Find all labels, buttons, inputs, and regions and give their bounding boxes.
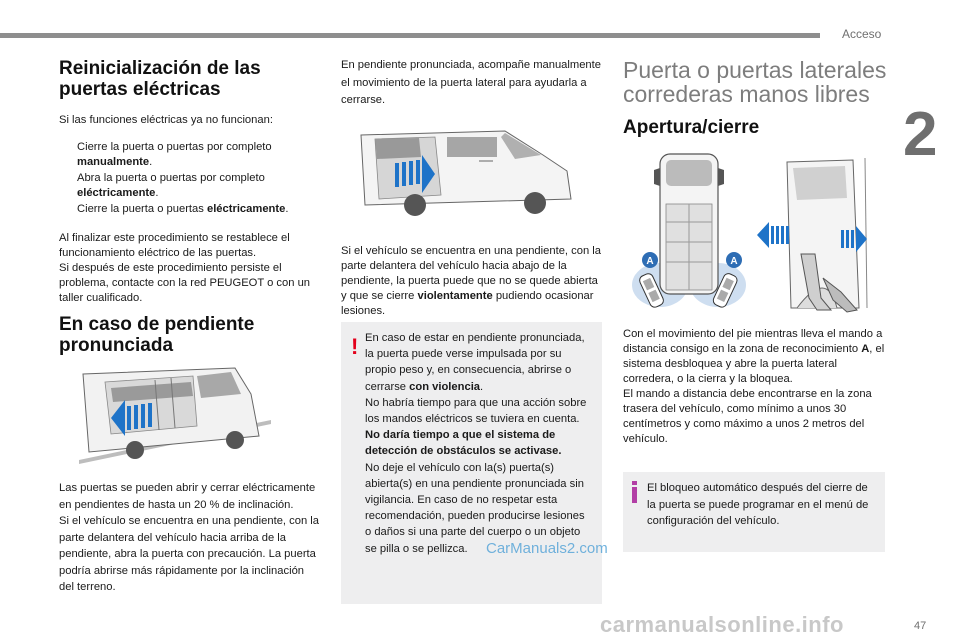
- step-emphasis: eléctricamente: [206, 203, 286, 215]
- reset-steps: [59, 140, 321, 217]
- warning-text: [365, 330, 593, 557]
- info-text: El bloqueo automático después del cierre de la puerta se puede programar en el menú de configuración del vehículo.: [647, 482, 869, 527]
- step-text: Cierre la puerta o puertas: [77, 203, 207, 215]
- van-top-view-illustration: [626, 150, 752, 320]
- downhill-text: [341, 244, 603, 319]
- manual-assist-text: En pendiente pronunciada, acompañe manualmente el movimiento de la puerta lateral para ayudarla a cerrarse.: [341, 59, 601, 106]
- zone-reference: A: [861, 343, 870, 355]
- step-end: .: [285, 203, 289, 215]
- reset-title: Reinicialización de las puertas eléctricas: [59, 58, 261, 100]
- bullet-marker: [59, 171, 77, 201]
- reset-intro: Si las funciones eléctricas ya no funcionan:: [59, 114, 273, 126]
- list-item: [59, 171, 321, 201]
- step-text: Cierre la puerta o puertas por completo: [77, 141, 272, 153]
- handsfree-body: [623, 327, 885, 447]
- zone-label-left: A: [646, 256, 654, 267]
- watermark-secondary: CarManuals2.com: [486, 540, 608, 557]
- reset-outro: Al finalizar este procedimiento se restablece el funcionamiento eléctrico de las puertas. Si después de este procedimiento persiste el problema, contacte con la red PEUGEOT o con un taller cualificado.: [59, 232, 311, 304]
- van-sliding-door-illustration: [355, 125, 585, 225]
- handsfree-title: Puerta o puertas laterales correderas manos libres: [623, 57, 887, 107]
- warning-emphasis: con violencia: [409, 380, 481, 393]
- foot-gesture-illustration: [757, 158, 885, 318]
- warning-icon: !: [351, 334, 359, 359]
- bullet-marker: [59, 202, 77, 217]
- step-end: .: [155, 187, 159, 199]
- slope-section: [59, 314, 321, 356]
- chapter-number: 2: [903, 100, 938, 169]
- top-rule: [0, 33, 820, 38]
- handsfree-text-end: , el sistema desbloquea y abre la puerta lateral corredera, o la cierra y la bloquea. El mando a distancia debe encontrarse en la zona trasera del vehículo, como mínimo a unos 30 centímetros y como máximo a unos 2 metros del vehículo.: [623, 343, 885, 445]
- step-emphasis: eléctricamente: [77, 187, 156, 199]
- section-title: Acceso: [842, 27, 882, 41]
- van-slope-illustration: [75, 366, 275, 466]
- handsfree-text: [623, 327, 885, 447]
- warning-box: [341, 322, 602, 604]
- step-emphasis: manualmente: [77, 156, 150, 168]
- bullet-marker: [59, 140, 77, 170]
- watermark: carmanualsonline.info: [600, 612, 844, 637]
- list-item: [59, 202, 321, 217]
- warning-para-3: [365, 427, 593, 459]
- slope-body: [59, 480, 321, 596]
- warning-para-2: No habría tiempo para que una acción sobre los mandos eléctricos se tuviera en cuenta.: [365, 396, 587, 426]
- handsfree-text-start: Con el movimiento del pie mientras lleva el mando a distancia consigo en la zona de reconocimiento: [623, 328, 883, 355]
- warning-text-start: En caso de estar en pendiente pronunciada, la puerta puede verse impulsada por su propio peso y, en consecuencia, abrirse o cerrarse: [365, 332, 585, 393]
- downhill-text-end: pudiendo ocasionar lesiones.: [341, 290, 594, 317]
- downhill-emphasis: violentamente: [417, 290, 493, 302]
- slope-text: Las puertas se pueden abrir y cerrar eléctricamente en pendientes de hasta un 20 % de inclinación. Si el vehículo se encuentra en una pendiente, con la parte delantera del vehículo hacia arriba de la pendiente, abra la puerta con precaución. La puerta podría abrirse más rápidamente por la inclinación del terreno.: [59, 482, 319, 593]
- step-end: .: [149, 156, 153, 168]
- zone-label-right: A: [730, 256, 738, 267]
- slope-title: En caso de pendiente pronunciada: [59, 314, 255, 356]
- warning-obstacle-note: No daría tiempo a que el sistema de detección de obstáculos se activase.: [365, 429, 562, 458]
- warning-para-1: [365, 330, 593, 395]
- warning-para-4: No deje el vehículo con la(s) puerta(s) abierta(s) en una pendiente pronunciada sin vigilancia. En caso de no respetar esta recomendación, pueden producirse lesiones o daños si una parte del cuerpo o un objeto se pilla o se pellizca.: [365, 461, 585, 555]
- page-number: 47: [914, 620, 927, 632]
- warning-text-end: .: [480, 380, 484, 393]
- reset-section: [59, 58, 321, 306]
- list-item: [59, 140, 321, 170]
- handsfree-subtitle: Apertura/cierre: [623, 117, 760, 138]
- info-box: [623, 472, 885, 552]
- col2-top: [341, 57, 603, 110]
- col2-mid: [341, 244, 603, 319]
- step-text: Abra la puerta o puertas por completo: [77, 172, 265, 184]
- downhill-text-start: Si el vehículo se encuentra en una pendiente, con la parte delantera del vehículo hacia abajo de la pendiente, la puerta puede que no se quede abierta y que se cierre: [341, 245, 601, 302]
- info-icon: [632, 481, 637, 503]
